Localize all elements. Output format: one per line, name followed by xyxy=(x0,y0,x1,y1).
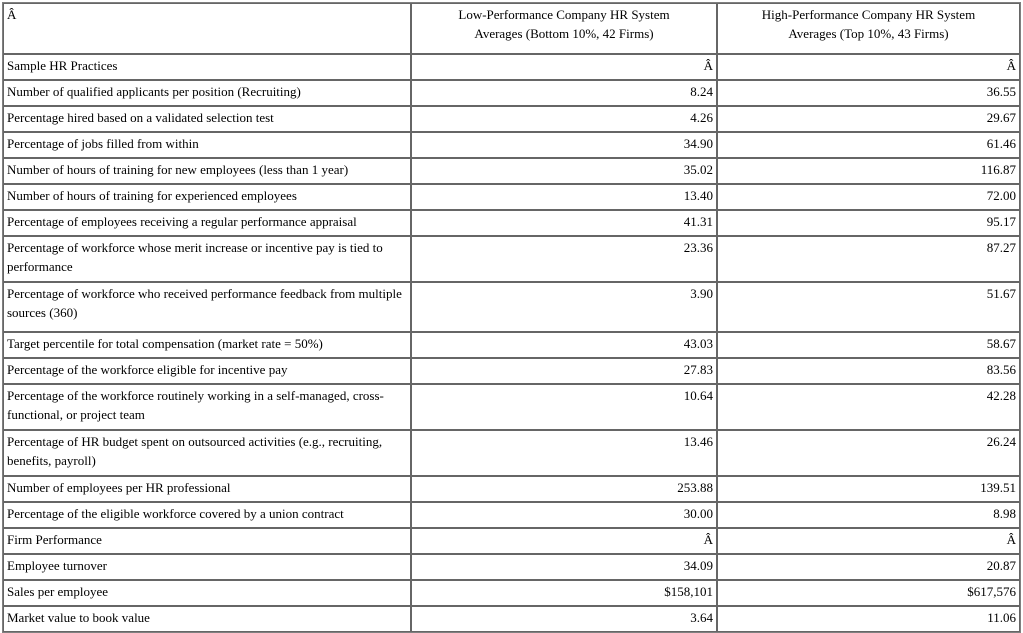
value-low-performance: $158,101 xyxy=(411,580,717,606)
value-low-performance: 253.88 xyxy=(411,476,717,502)
practice-label: Percentage of workforce who received performance feedback from multiple sources (360) xyxy=(3,282,411,332)
value-low-performance: 13.46 xyxy=(411,430,717,476)
value-high-performance: 58.67 xyxy=(717,332,1020,358)
practice-label: Number of hours of training for new employees (less than 1 year) xyxy=(3,158,411,184)
table-row xyxy=(3,554,1020,580)
practice-label: Sales per employee xyxy=(3,580,411,606)
practice-label: Number of qualified applicants per position (Recruiting) xyxy=(3,80,411,106)
value-low-performance: 41.31 xyxy=(411,210,717,236)
practice-label: Market value to book value xyxy=(3,606,411,632)
value-high-performance: 87.27 xyxy=(717,236,1020,282)
practice-label: Number of hours of training for experienced employees xyxy=(3,184,411,210)
column-header-low-line1: Low-Performance Company HR System xyxy=(458,7,670,22)
table-row xyxy=(3,184,1020,210)
practice-label: Number of employees per HR professional xyxy=(3,476,411,502)
column-header-low-performance xyxy=(411,3,717,54)
value-high-performance: 61.46 xyxy=(717,132,1020,158)
section-spacer-low: Â xyxy=(411,54,717,80)
table-row xyxy=(3,158,1020,184)
table-row xyxy=(3,332,1020,358)
value-high-performance: $617,576 xyxy=(717,580,1020,606)
table-row xyxy=(3,606,1020,632)
practice-label: Target percentile for total compensation (market rate = 50%) xyxy=(3,332,411,358)
table-row xyxy=(3,80,1020,106)
practice-label: Percentage of jobs filled from within xyxy=(3,132,411,158)
value-low-performance: 43.03 xyxy=(411,332,717,358)
table-row xyxy=(3,132,1020,158)
value-high-performance: 139.51 xyxy=(717,476,1020,502)
table-row xyxy=(3,236,1020,282)
table-section-row xyxy=(3,54,1020,80)
value-low-performance: 8.24 xyxy=(411,80,717,106)
table-row xyxy=(3,476,1020,502)
value-high-performance: 83.56 xyxy=(717,358,1020,384)
value-low-performance: 27.83 xyxy=(411,358,717,384)
column-header-high-performance xyxy=(717,3,1020,54)
value-low-performance: 10.64 xyxy=(411,384,717,430)
table-row xyxy=(3,384,1020,430)
value-low-performance: 13.40 xyxy=(411,184,717,210)
value-high-performance: 8.98 xyxy=(717,502,1020,528)
value-high-performance: 95.17 xyxy=(717,210,1020,236)
table-row xyxy=(3,580,1020,606)
practice-label: Percentage hired based on a validated selection test xyxy=(3,106,411,132)
section-label: Sample HR Practices xyxy=(3,54,411,80)
section-spacer-high: Â xyxy=(717,54,1020,80)
hr-practices-table xyxy=(2,2,1021,633)
value-low-performance: 3.64 xyxy=(411,606,717,632)
column-header-low-line2: Averages (Bottom 10%, 42 Firms) xyxy=(474,25,654,41)
value-high-performance: 26.24 xyxy=(717,430,1020,476)
table-row xyxy=(3,210,1020,236)
table-body xyxy=(3,3,1020,632)
table-row xyxy=(3,502,1020,528)
table-header-row xyxy=(3,3,1020,54)
value-low-performance: 30.00 xyxy=(411,502,717,528)
practice-label: Percentage of the eligible workforce covered by a union contract xyxy=(3,502,411,528)
value-high-performance: 116.87 xyxy=(717,158,1020,184)
value-low-performance: 3.90 xyxy=(411,282,717,332)
value-low-performance: 34.09 xyxy=(411,554,717,580)
value-high-performance: 20.87 xyxy=(717,554,1020,580)
practice-label: Employee turnover xyxy=(3,554,411,580)
practice-label: Percentage of workforce whose merit increase or incentive pay is tied to performance xyxy=(3,236,411,282)
value-low-performance: 4.26 xyxy=(411,106,717,132)
practice-label: Percentage of employees receiving a regular performance appraisal xyxy=(3,210,411,236)
table-row xyxy=(3,430,1020,476)
value-high-performance: 51.67 xyxy=(717,282,1020,332)
column-header-practice: Â xyxy=(3,3,411,54)
table-row xyxy=(3,106,1020,132)
section-spacer-high: Â xyxy=(717,528,1020,554)
practice-label: Percentage of the workforce eligible for incentive pay xyxy=(3,358,411,384)
table-row xyxy=(3,358,1020,384)
value-low-performance: 34.90 xyxy=(411,132,717,158)
value-high-performance: 36.55 xyxy=(717,80,1020,106)
practice-label: Percentage of HR budget spent on outsourced activities (e.g., recruiting, benefits, payroll) xyxy=(3,430,411,476)
value-high-performance: 11.06 xyxy=(717,606,1020,632)
value-low-performance: 35.02 xyxy=(411,158,717,184)
column-header-high-line2: Averages (Top 10%, 43 Firms) xyxy=(788,25,949,41)
value-high-performance: 29.67 xyxy=(717,106,1020,132)
table-section-row xyxy=(3,528,1020,554)
column-header-high-line1: High-Performance Company HR System xyxy=(761,7,976,22)
value-high-performance: 42.28 xyxy=(717,384,1020,430)
practice-label: Percentage of the workforce routinely working in a self-managed, cross-functional, or project team xyxy=(3,384,411,430)
section-spacer-low: Â xyxy=(411,528,717,554)
section-label: Firm Performance xyxy=(3,528,411,554)
table-row xyxy=(3,282,1020,332)
value-low-performance: 23.36 xyxy=(411,236,717,282)
value-high-performance: 72.00 xyxy=(717,184,1020,210)
